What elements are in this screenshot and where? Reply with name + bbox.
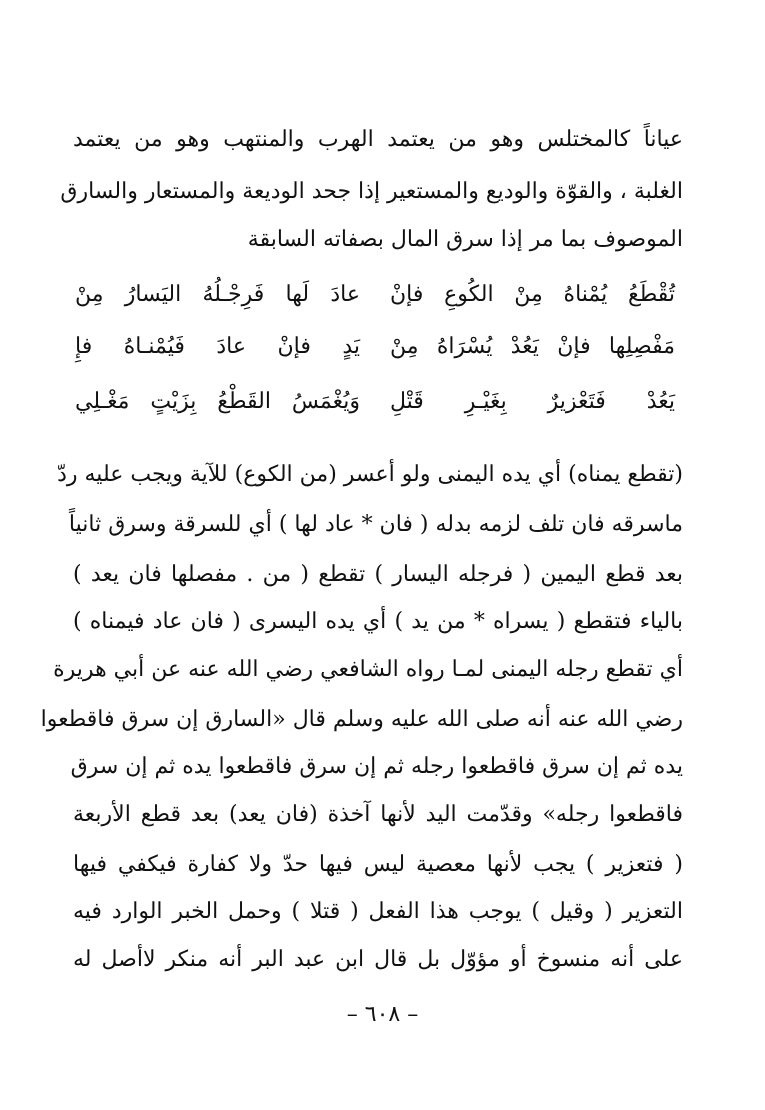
commentary-line: ماسرقه فان تلف لزمه بدله ( فان * عاد لها ) أي للسرقة وسرق ثانياً bbox=[68, 512, 683, 537]
commentary-line: يده ثم إن سرق فاقطعوا رجله ثم إن سرق فاقطعوا يده ثم إن سرق bbox=[70, 754, 683, 779]
commentary-line: بالياء فتقطع ( يسراه * من يد ) أي يده اليسرى ( فان عاد فيمناه ) bbox=[73, 609, 683, 634]
intro-line: الغلبة ، والقوّة والوديع والمستعير إذا جحد الوديعة والمستعار والسارق bbox=[60, 179, 683, 204]
commentary-line: بعد قطع اليمين ( فرجله اليسار ) تقطع ( من . مفصلها فان يعد ) bbox=[73, 562, 683, 587]
commentary-line: فاقطعوا رجله» وقدّمت اليد لأنها آخذة (فان يعد) بعد قطع الأربعة bbox=[73, 802, 683, 827]
page-number: – ٦٠٨ – bbox=[346, 1002, 419, 1027]
verse-second-hemistich: عادَ لَها فَرِجْـلُهُ اليَسارُ مِنْ bbox=[75, 282, 360, 307]
verse-second-hemistich: يَدٍ فإنْ عادَ فَيُمْنـاهُ فإِ bbox=[75, 334, 360, 359]
verse-first-hemistich: تُقْطَعُ يُمْناهُ مِنْ الكُوعِ فإنْ bbox=[390, 282, 675, 307]
intro-line: الموصوف بما مر إذا سرق المال بصفاته السابقة bbox=[247, 227, 683, 252]
commentary-line: أي تقطع رجله اليمنى لمـا رواه الشافعي رضي الله عنه عن أبي هريرة bbox=[53, 657, 683, 682]
commentary-line: رضي الله عنه أنه صلى الله عليه وسلم قال «السارق إن سرق فاقطعوا bbox=[40, 707, 683, 732]
commentary-line: على أنه منسوخ أو مؤوّل بل قال ابن عبد البر أنه منكر لاأصل له bbox=[73, 947, 683, 972]
commentary-line: ( فتعزير ) يجب لأنها معصية ليس فيها حدّ ولا كفارة فيكفي فيها bbox=[73, 852, 683, 877]
verse-row bbox=[75, 385, 675, 419]
verse-row bbox=[75, 330, 675, 364]
commentary-line: التعزير ( وقيل ) يوجب هذا الفعل ( قتلا ) وحمل الخبر الوارد فيه bbox=[73, 899, 683, 924]
verse-row bbox=[75, 278, 675, 312]
intro-line: عياناً كالمختلس وهو من يعتمد الهرب والمنتهب وهو من يعتمد bbox=[73, 127, 683, 152]
verse-second-hemistich: وَيُغْمَسُ القَطْعُ بِزَيْتٍ مَغْـلِي bbox=[75, 389, 360, 414]
verse-first-hemistich: يَعُدْ فَتَعْزيرٌ بِغَيْـرِ قَتْلِ bbox=[390, 389, 675, 414]
verse-first-hemistich: مَفْصِلِها فإنْ يَعُدْ يُسْرَاهُ مِنْ bbox=[390, 334, 675, 359]
commentary-line: (تقطع يمناه) أي يده اليمنى ولو أعسر (من الكوع) للآية ويجب عليه ردّ bbox=[57, 462, 683, 487]
